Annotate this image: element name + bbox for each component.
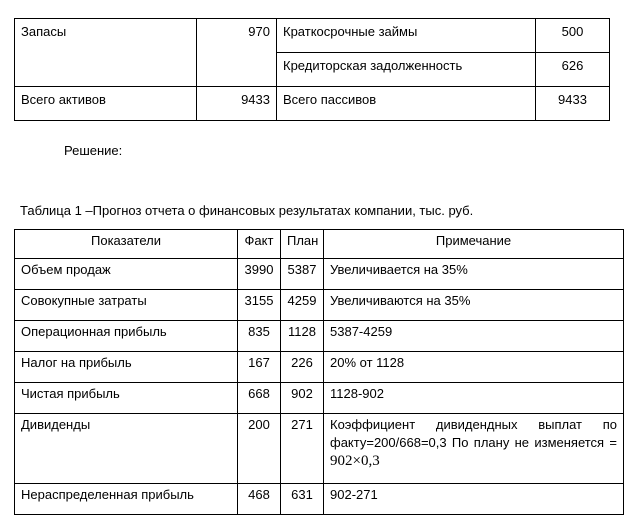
table-row (15, 414, 624, 484)
indicator-cell: Объем продаж (15, 259, 238, 290)
liability-label: Всего пассивов (277, 87, 536, 121)
fact-cell: 3990 (238, 259, 281, 290)
note-cell: 902-271 (324, 484, 624, 515)
indicator-cell: Налог на прибыль (15, 352, 238, 383)
note-cell: Увеличивается на 35% (324, 259, 624, 290)
table-row (15, 383, 624, 414)
note-cell: 1128-902 (324, 383, 624, 414)
table-row (15, 484, 624, 515)
liability-value: 9433 (536, 87, 610, 121)
header-plan: План (281, 230, 324, 259)
indicator-cell: Операционная прибыль (15, 321, 238, 352)
table-row (15, 321, 624, 352)
liability-label: Краткосрочные займы (277, 19, 536, 53)
asset-label: Всего активов (15, 87, 197, 121)
note-formula: 902×0,3 (330, 453, 380, 469)
indicator-cell: Совокупные затраты (15, 290, 238, 321)
note-text: Коэффициент дивидендных выплат по факту=200/668=0,3 По плану не изменяется = (330, 417, 617, 450)
plan-cell: 902 (281, 383, 324, 414)
header-note: Примечание (324, 230, 624, 259)
note-cell (324, 414, 624, 484)
forecast-table (14, 229, 624, 515)
plan-cell: 5387 (281, 259, 324, 290)
liability-label: Кредиторская задолженность (277, 53, 536, 87)
table-row (15, 352, 624, 383)
fact-cell: 835 (238, 321, 281, 352)
asset-label: Запасы (15, 19, 197, 87)
fact-cell: 3155 (238, 290, 281, 321)
plan-cell: 631 (281, 484, 324, 515)
asset-value: 970 (197, 19, 277, 87)
note-cell: 20% от 1128 (324, 352, 624, 383)
header-fact: Факт (238, 230, 281, 259)
fact-cell: 468 (238, 484, 281, 515)
fact-cell: 200 (238, 414, 281, 484)
table-row (15, 290, 624, 321)
note-cell: Увеличиваются на 35% (324, 290, 624, 321)
table-row (15, 259, 624, 290)
plan-cell: 1128 (281, 321, 324, 352)
header-indicator: Показатели (15, 230, 238, 259)
balance-table (14, 18, 610, 121)
plan-cell: 226 (281, 352, 324, 383)
liability-value: 626 (536, 53, 610, 87)
table-row (15, 19, 610, 53)
plan-cell: 4259 (281, 290, 324, 321)
indicator-cell: Нераспределенная прибыль (15, 484, 238, 515)
table-header-row (15, 230, 624, 259)
fact-cell: 668 (238, 383, 281, 414)
solution-heading: Решение: (64, 143, 123, 158)
plan-cell: 271 (281, 414, 324, 484)
note-cell: 5387-4259 (324, 321, 624, 352)
liability-value: 500 (536, 19, 610, 53)
asset-value: 9433 (197, 87, 277, 121)
table-row (15, 87, 610, 121)
indicator-cell: Чистая прибыль (15, 383, 238, 414)
indicator-cell: Дивиденды (15, 414, 238, 484)
table-caption: Таблица 1 –Прогноз отчета о финансовых результатах компании, тыс. руб. (20, 203, 474, 218)
fact-cell: 167 (238, 352, 281, 383)
